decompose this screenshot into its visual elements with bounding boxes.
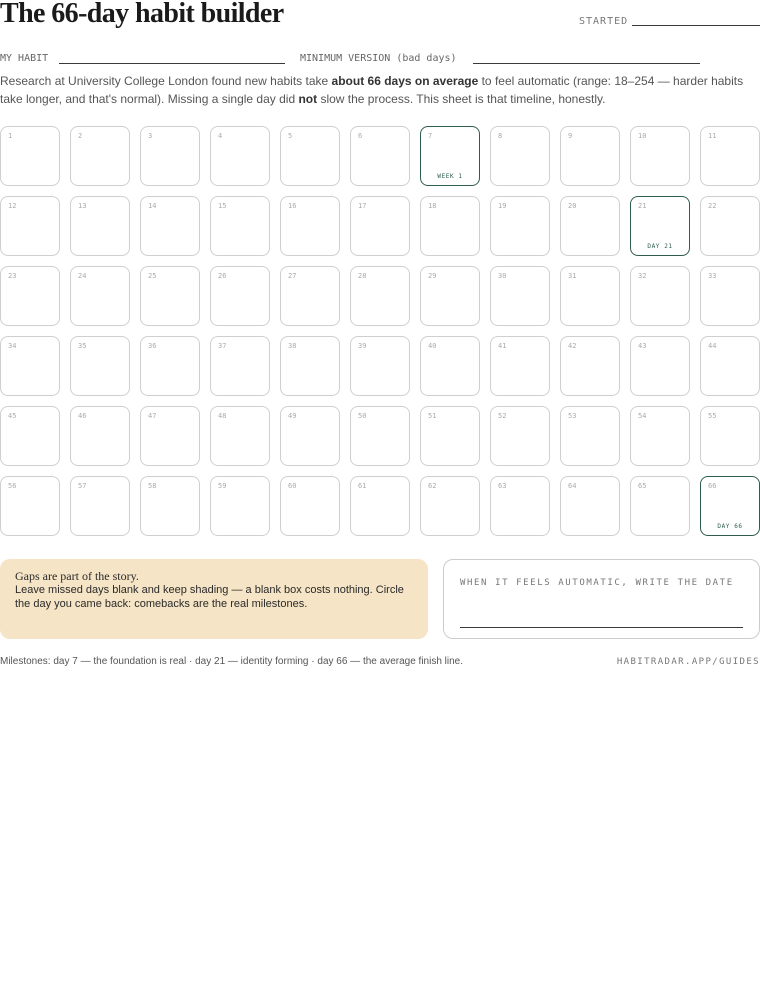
day-box[interactable] <box>560 476 620 536</box>
day-box[interactable] <box>140 336 200 396</box>
day-box[interactable] <box>350 336 410 396</box>
milestone-day-box[interactable] <box>420 126 480 186</box>
day-box[interactable] <box>280 336 340 396</box>
day-number: 61 <box>358 482 367 490</box>
day-number: 5 <box>288 132 293 140</box>
day-box[interactable] <box>0 406 60 466</box>
day-number: 41 <box>498 342 507 350</box>
day-number: 52 <box>498 412 507 420</box>
habit-line[interactable] <box>59 63 285 64</box>
day-box[interactable] <box>700 196 760 256</box>
intro-text <box>0 72 760 108</box>
day-number: 27 <box>288 272 297 280</box>
day-number: 15 <box>218 202 227 210</box>
intro-part-3: slow the process. This sheet is that timeline, honestly. <box>317 92 606 106</box>
day-box[interactable] <box>140 126 200 186</box>
day-number: 57 <box>78 482 87 490</box>
day-box[interactable] <box>210 476 270 536</box>
day-number: 10 <box>638 132 647 140</box>
day-box[interactable] <box>560 126 620 186</box>
day-box[interactable] <box>70 126 130 186</box>
day-box[interactable] <box>420 336 480 396</box>
intro-bold-2: not <box>298 92 318 106</box>
day-box[interactable] <box>350 406 410 466</box>
day-number: 6 <box>358 132 363 140</box>
started-label: STARTED <box>579 16 629 27</box>
day-number: 29 <box>428 272 437 280</box>
day-box[interactable] <box>0 266 60 326</box>
intro-part-2: to feel automatic (range: 18–254 — harder habits take longer, and that's normal). Missing a single day did <box>0 74 744 106</box>
day-box[interactable] <box>630 406 690 466</box>
day-box[interactable] <box>140 196 200 256</box>
day-box[interactable] <box>490 336 550 396</box>
day-number: 28 <box>358 272 367 280</box>
milestone-label: WEEK 1 <box>437 173 463 180</box>
day-box[interactable] <box>0 196 60 256</box>
day-number: 39 <box>358 342 367 350</box>
milestone-day-box[interactable] <box>630 196 690 256</box>
day-number: 22 <box>708 202 717 210</box>
day-number: 34 <box>8 342 17 350</box>
day-number: 37 <box>218 342 227 350</box>
day-number: 66 <box>708 482 717 490</box>
day-number: 20 <box>568 202 577 210</box>
day-box[interactable] <box>70 406 130 466</box>
day-box[interactable] <box>700 406 760 466</box>
day-box[interactable] <box>0 126 60 186</box>
day-number: 44 <box>708 342 717 350</box>
day-number: 55 <box>708 412 717 420</box>
day-box[interactable] <box>210 266 270 326</box>
day-number: 16 <box>288 202 297 210</box>
day-number: 17 <box>358 202 367 210</box>
day-number: 43 <box>638 342 647 350</box>
day-number: 63 <box>498 482 507 490</box>
day-number: 45 <box>8 412 17 420</box>
day-box[interactable] <box>0 336 60 396</box>
day-box[interactable] <box>700 266 760 326</box>
day-box[interactable] <box>140 406 200 466</box>
day-box[interactable] <box>560 196 620 256</box>
day-box[interactable] <box>630 476 690 536</box>
day-box[interactable] <box>350 266 410 326</box>
day-box[interactable] <box>420 266 480 326</box>
day-number: 48 <box>218 412 227 420</box>
day-box[interactable] <box>350 126 410 186</box>
day-number: 58 <box>148 482 157 490</box>
day-number: 36 <box>148 342 157 350</box>
day-box[interactable] <box>140 476 200 536</box>
day-box[interactable] <box>560 336 620 396</box>
day-box[interactable] <box>700 126 760 186</box>
day-box[interactable] <box>630 126 690 186</box>
day-number: 21 <box>638 202 647 210</box>
day-box[interactable] <box>630 266 690 326</box>
milestone-day-box[interactable] <box>700 476 760 536</box>
day-box[interactable] <box>490 476 550 536</box>
day-number: 47 <box>148 412 157 420</box>
automatic-date-label: WHEN IT FEELS AUTOMATIC, WRITE THE DATE <box>460 578 734 588</box>
day-number: 8 <box>498 132 503 140</box>
day-number: 33 <box>708 272 717 280</box>
day-box[interactable] <box>70 336 130 396</box>
day-box[interactable] <box>560 406 620 466</box>
day-box[interactable] <box>420 406 480 466</box>
day-number: 11 <box>708 132 717 140</box>
day-number: 56 <box>8 482 17 490</box>
day-box[interactable] <box>490 196 550 256</box>
intro-bold-1: about 66 days on average <box>331 74 479 88</box>
day-number: 62 <box>428 482 437 490</box>
day-box[interactable] <box>280 476 340 536</box>
day-box[interactable] <box>420 196 480 256</box>
day-number: 38 <box>288 342 297 350</box>
day-box[interactable] <box>280 126 340 186</box>
day-number: 50 <box>358 412 367 420</box>
milestones-footnote: Milestones: day 7 — the foundation is real · day 21 — identity forming · day 66 — the average finish line. <box>0 656 464 667</box>
automatic-date-box <box>443 559 760 639</box>
habit-label: MY HABIT <box>0 53 49 64</box>
day-number: 18 <box>428 202 437 210</box>
day-box[interactable] <box>140 266 200 326</box>
day-box[interactable] <box>210 406 270 466</box>
day-box[interactable] <box>210 336 270 396</box>
minimum-version-label: MINIMUM VERSION (bad days) <box>300 53 457 64</box>
day-number: 30 <box>498 272 507 280</box>
day-box[interactable] <box>70 476 130 536</box>
day-number: 19 <box>498 202 507 210</box>
started-date-line[interactable] <box>632 25 760 26</box>
day-number: 3 <box>148 132 153 140</box>
minimum-version-line[interactable] <box>473 63 700 64</box>
milestone-label: DAY 66 <box>717 523 743 530</box>
day-number: 40 <box>428 342 437 350</box>
gaps-note <box>0 559 428 639</box>
day-number: 42 <box>568 342 577 350</box>
day-box[interactable] <box>210 196 270 256</box>
day-number: 4 <box>218 132 223 140</box>
day-box[interactable] <box>350 476 410 536</box>
day-number: 53 <box>568 412 577 420</box>
day-number: 65 <box>638 482 647 490</box>
day-number: 2 <box>78 132 83 140</box>
day-box[interactable] <box>0 476 60 536</box>
page-title: The 66-day habit builder <box>0 0 284 29</box>
day-number: 51 <box>428 412 437 420</box>
day-grid <box>0 126 760 536</box>
note-body: Leave missed days blank and keep shading — a blank box costs nothing. Circle the day you came back: comebacks are the real milestones. <box>15 584 404 610</box>
source-url[interactable]: HABITRADAR.APP/GUIDES <box>616 657 760 667</box>
day-box[interactable] <box>560 266 620 326</box>
day-number: 49 <box>288 412 297 420</box>
day-number: 25 <box>148 272 157 280</box>
day-number: 24 <box>78 272 87 280</box>
day-box[interactable] <box>70 196 130 256</box>
day-box[interactable] <box>630 336 690 396</box>
day-box[interactable] <box>280 406 340 466</box>
day-box[interactable] <box>420 476 480 536</box>
day-box[interactable] <box>490 406 550 466</box>
day-box[interactable] <box>280 196 340 256</box>
milestone-label: DAY 21 <box>647 243 673 250</box>
day-box[interactable] <box>350 196 410 256</box>
day-box[interactable] <box>490 126 550 186</box>
day-box[interactable] <box>700 336 760 396</box>
day-number: 54 <box>638 412 647 420</box>
day-number: 59 <box>218 482 227 490</box>
day-number: 13 <box>78 202 87 210</box>
intro-part-1: Research at University College London found new habits take <box>0 74 332 88</box>
day-number: 23 <box>8 272 17 280</box>
day-box[interactable] <box>210 126 270 186</box>
day-number: 9 <box>568 132 573 140</box>
day-number: 12 <box>8 202 17 210</box>
day-number: 60 <box>288 482 297 490</box>
day-box[interactable] <box>70 266 130 326</box>
day-number: 14 <box>148 202 157 210</box>
day-number: 31 <box>568 272 577 280</box>
note-title: Gaps are part of the story. <box>15 569 139 583</box>
day-box[interactable] <box>490 266 550 326</box>
day-number: 7 <box>428 132 433 140</box>
day-number: 64 <box>568 482 577 490</box>
day-number: 26 <box>218 272 227 280</box>
day-number: 46 <box>78 412 87 420</box>
day-number: 35 <box>78 342 87 350</box>
day-box[interactable] <box>280 266 340 326</box>
day-number: 32 <box>638 272 647 280</box>
header <box>0 0 760 30</box>
day-number: 1 <box>8 132 13 140</box>
automatic-date-line[interactable] <box>460 627 743 628</box>
